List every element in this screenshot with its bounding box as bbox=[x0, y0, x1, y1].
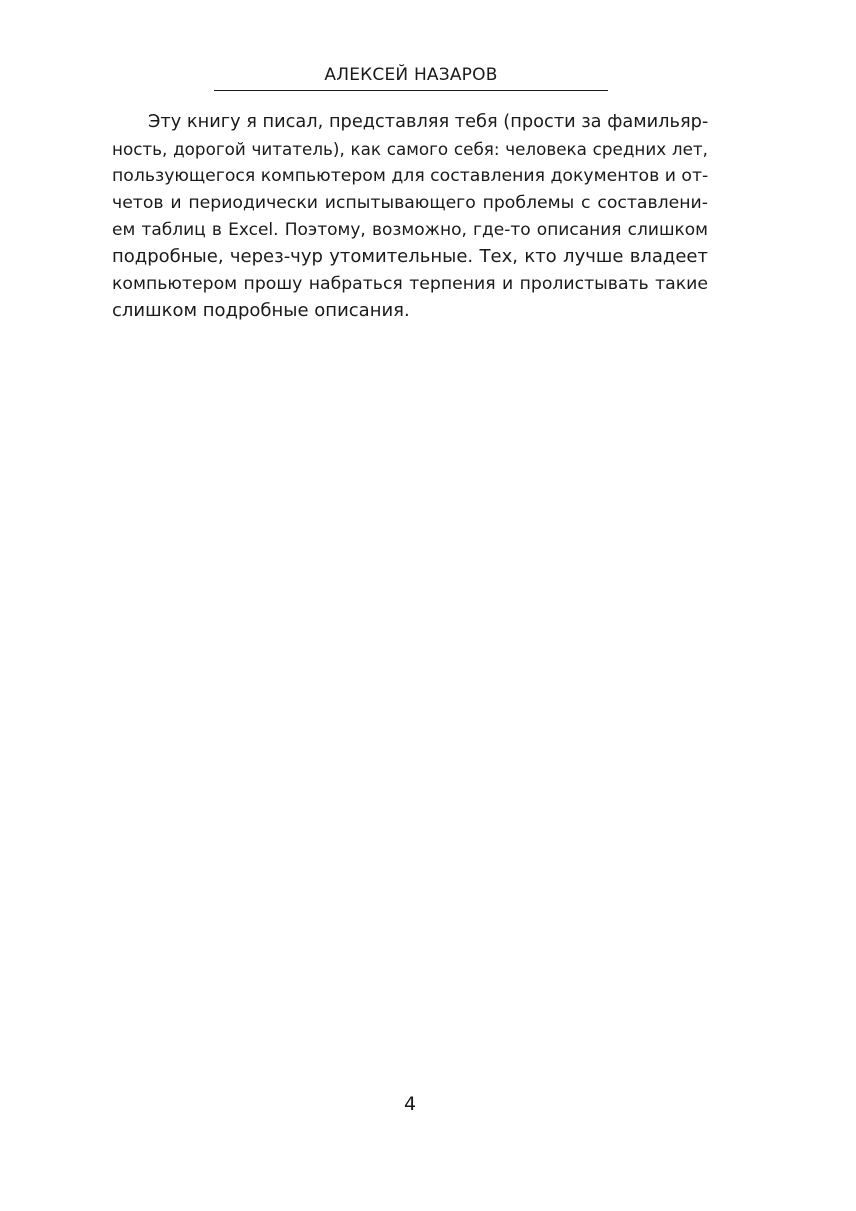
running-header: АЛЕКСЕЙ НАЗАРОВ bbox=[324, 65, 498, 85]
paragraph-line: Эту книгу я писал, представляя тебя (прости за фамильяр- bbox=[148, 112, 709, 132]
header-rule bbox=[214, 90, 608, 91]
paragraph-line: четов и периодически испытывающего проблемы с составлени- bbox=[112, 193, 708, 213]
paragraph-line: слишком подробные описания. bbox=[112, 300, 410, 321]
paragraph-line: ем таблиц в Excel. Поэтому, возможно, где-то описания слишком bbox=[112, 220, 708, 240]
paragraph-line: компьютером прошу набраться терпения и пролистывать такие bbox=[112, 274, 708, 294]
paragraph-line: пользующегося компьютером для составления документов и от- bbox=[112, 166, 709, 186]
page-number: 4 bbox=[403, 1093, 417, 1115]
paragraph-line: ность, дорогой читатель), как самого себя: человека средних лет, bbox=[112, 139, 708, 159]
paragraph-line: подробные, через-чур утомительные. Тех, кто лучше владеет bbox=[112, 246, 708, 267]
